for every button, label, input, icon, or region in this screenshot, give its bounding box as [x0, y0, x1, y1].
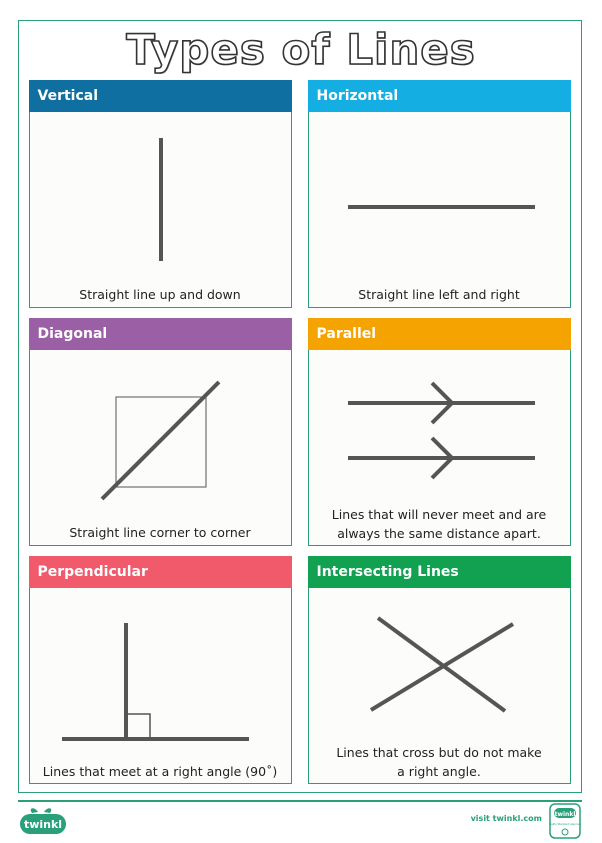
card-heading-horizontal: Horizontal — [308, 80, 571, 112]
intersecting-line-b — [371, 624, 513, 710]
perpendicular-lines-illustration — [30, 557, 290, 782]
card-caption-parallel — [309, 505, 569, 543]
quality-badge-icon — [549, 803, 581, 839]
intersecting-line-a — [378, 618, 505, 711]
quality-badge — [549, 803, 581, 839]
horizontal-line-illustration — [309, 81, 569, 306]
caption-line: always the same distance apart. — [337, 526, 541, 541]
card-caption-diagonal — [30, 523, 290, 542]
card-heading-diagonal: Diagonal — [29, 318, 292, 350]
page-title: Types of Lines — [126, 25, 476, 74]
card-heading-vertical: Vertical — [29, 80, 292, 112]
caption-line: a right angle. — [397, 764, 481, 779]
card-diagonal — [29, 318, 292, 546]
caption-line: Straight line up and down — [79, 287, 241, 302]
caption-line: Lines that cross but do not make — [336, 745, 542, 760]
vertical-line-illustration — [30, 81, 290, 306]
card-caption-intersecting — [309, 743, 569, 781]
twinkl-logo[interactable] — [18, 806, 68, 836]
badge-subtext: Quality Standard Approved — [549, 823, 581, 826]
twinkl-logo-icon — [18, 806, 68, 836]
card-parallel — [308, 318, 571, 546]
card-caption-perpendicular — [30, 762, 290, 781]
diagonal-line — [102, 382, 219, 499]
card-caption-vertical — [30, 285, 290, 304]
right-angle-marker — [126, 714, 150, 739]
card-heading-perpendicular: Perpendicular — [29, 556, 292, 588]
card-intersecting — [308, 556, 571, 784]
card-heading-parallel: Parallel — [308, 318, 571, 350]
footer-divider — [18, 800, 582, 802]
caption-line: Lines that meet at a right angle (90˚) — [42, 764, 278, 779]
diagonal-line-illustration — [30, 319, 290, 544]
card-horizontal — [308, 80, 571, 308]
card-vertical — [29, 80, 292, 308]
visit-link[interactable]: visit twinkl.com — [470, 814, 542, 823]
card-caption-horizontal — [309, 285, 569, 304]
caption-line: Straight line corner to corner — [69, 525, 251, 540]
caption-line: Lines that will never meet and are — [331, 507, 547, 522]
caption-line: Straight line left and right — [358, 287, 520, 302]
logo-text: twinkl — [23, 818, 63, 831]
badge-text: twinkl — [554, 811, 576, 818]
card-perpendicular — [29, 556, 292, 784]
card-heading-intersecting: Intersecting Lines — [308, 556, 571, 588]
